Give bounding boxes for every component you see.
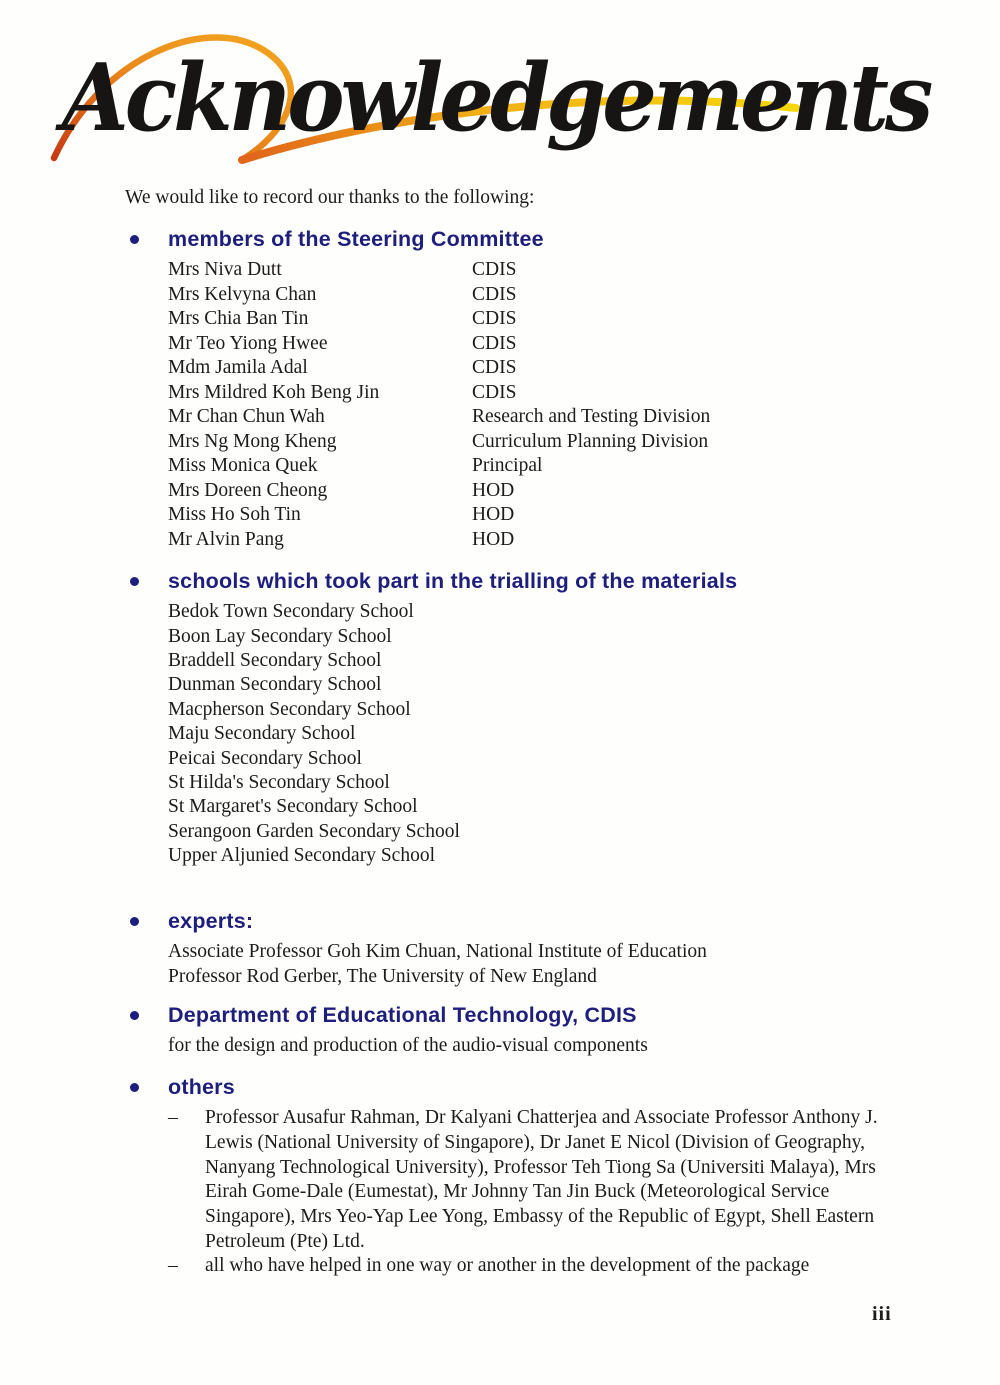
member-name: Mrs Mildred Koh Beng Jin bbox=[168, 381, 380, 403]
school-name: Upper Aljunied Secondary School bbox=[168, 845, 435, 867]
school-name: St Hilda's Secondary School bbox=[168, 772, 390, 794]
member-name: Mrs Doreen Cheong bbox=[168, 479, 328, 501]
page-number: iii bbox=[872, 1303, 892, 1325]
committee-list bbox=[168, 258, 928, 552]
committee-row bbox=[168, 258, 928, 283]
school-name: Bedok Town Secondary School bbox=[168, 601, 414, 623]
member-role: Research and Testing Division bbox=[472, 406, 711, 428]
member-name: Miss Ho Soh Tin bbox=[168, 504, 301, 526]
school-name: Peicai Secondary School bbox=[168, 747, 362, 769]
school-name: Macpherson Secondary School bbox=[168, 698, 411, 720]
dept-note: for the design and production of the audio-visual components bbox=[168, 1035, 648, 1057]
member-role: HOD bbox=[472, 479, 515, 501]
member-name: Mrs Niva Dutt bbox=[168, 259, 282, 281]
committee-row bbox=[168, 479, 928, 504]
section-heading: experts: bbox=[168, 909, 254, 933]
member-role: HOD bbox=[472, 504, 515, 526]
member-name: Mrs Kelvyna Chan bbox=[168, 283, 317, 305]
member-name: Mr Teo Yiong Hwee bbox=[168, 332, 328, 354]
school-name: Serangoon Garden Secondary School bbox=[168, 820, 460, 842]
bullet-icon bbox=[130, 1011, 139, 1020]
committee-row bbox=[168, 356, 928, 381]
section-heading: schools which took part in the trialling of the materials bbox=[168, 569, 738, 593]
others-item bbox=[168, 1254, 928, 1279]
member-name: Miss Monica Quek bbox=[168, 455, 318, 477]
member-role: CDIS bbox=[472, 332, 517, 354]
committee-row bbox=[168, 405, 928, 430]
committee-row bbox=[168, 528, 928, 553]
section-experts bbox=[128, 908, 928, 989]
others-item bbox=[168, 1106, 928, 1254]
committee-row bbox=[168, 283, 928, 308]
bullet-icon bbox=[130, 917, 139, 926]
member-role: Principal bbox=[472, 455, 543, 477]
dash-marker: – bbox=[168, 1107, 178, 1129]
section-educational-technology bbox=[128, 1002, 928, 1059]
section-schools bbox=[128, 568, 928, 869]
member-role: Curriculum Planning Division bbox=[472, 430, 709, 452]
school-name: St Margaret's Secondary School bbox=[168, 796, 418, 818]
dash-marker: – bbox=[168, 1255, 178, 1277]
section-heading-row bbox=[128, 1074, 928, 1100]
page-header bbox=[42, 16, 930, 181]
school-name: Braddell Secondary School bbox=[168, 650, 382, 672]
section-heading: members of the Steering Committee bbox=[168, 227, 544, 251]
member-name: Mr Alvin Pang bbox=[168, 528, 284, 550]
member-name: Mrs Chia Ban Tin bbox=[168, 308, 309, 330]
experts-list bbox=[168, 940, 928, 989]
section-heading: Department of Educational Technology, CDIS bbox=[168, 1003, 637, 1027]
member-role: CDIS bbox=[472, 381, 517, 403]
section-heading-row bbox=[128, 568, 928, 594]
committee-row bbox=[168, 307, 928, 332]
expert-name: Associate Professor Goh Kim Chuan, National Institute of Education bbox=[168, 941, 707, 963]
section-heading: others bbox=[168, 1075, 235, 1099]
section-steering-committee bbox=[128, 226, 928, 552]
committee-row bbox=[168, 332, 928, 357]
section-heading-row bbox=[128, 226, 928, 252]
page-title: Acknowledgements bbox=[62, 43, 930, 153]
member-role: CDIS bbox=[472, 357, 517, 379]
bullet-icon bbox=[130, 1083, 139, 1092]
member-role: CDIS bbox=[472, 283, 517, 305]
member-name: Mrs Ng Mong Kheng bbox=[168, 430, 337, 452]
intro-text: We would like to record our thanks to the following: bbox=[125, 187, 535, 208]
schools-list bbox=[168, 600, 928, 868]
others-item-text: all who have helped in one way or another in the development of the package bbox=[205, 1255, 810, 1277]
committee-row bbox=[168, 503, 928, 528]
expert-name: Professor Rod Gerber, The University of New England bbox=[168, 965, 597, 987]
others-item-text: Professor Ausafur Rahman, Dr Kalyani Chatterjea and Associate Professor Anthony J. Lewis (National University of Singapore), Dr Janet E Nicol (Division of Geography, Nanyang Technological University), Professor Teh Tiong Sa (Universiti Malaya), Mrs Eirah Gome-Dale (Eumestat), Mr Johnny Tan Jin Buck (Meteorological Service Singapore), Mrs Yeo-Yap Lee Yong, Embassy of the Republic of Egypt, Shell Eastern Petroleum (Pte) Ltd. bbox=[205, 1107, 878, 1252]
member-name: Mr Chan Chun Wah bbox=[168, 406, 325, 428]
section-others bbox=[128, 1074, 928, 1279]
section-heading-row bbox=[128, 1002, 928, 1028]
committee-row bbox=[168, 381, 928, 406]
committee-row bbox=[168, 454, 928, 479]
committee-row bbox=[168, 430, 928, 455]
school-name: Dunman Secondary School bbox=[168, 674, 382, 696]
bullet-icon bbox=[130, 235, 139, 244]
member-role: CDIS bbox=[472, 308, 517, 330]
section-heading-row bbox=[128, 908, 928, 934]
member-role: CDIS bbox=[472, 259, 517, 281]
school-name: Maju Secondary School bbox=[168, 723, 356, 745]
member-name: Mdm Jamila Adal bbox=[168, 357, 308, 379]
member-role: HOD bbox=[472, 528, 515, 550]
school-name: Boon Lay Secondary School bbox=[168, 625, 392, 647]
others-list bbox=[168, 1106, 928, 1279]
bullet-icon bbox=[130, 577, 139, 586]
